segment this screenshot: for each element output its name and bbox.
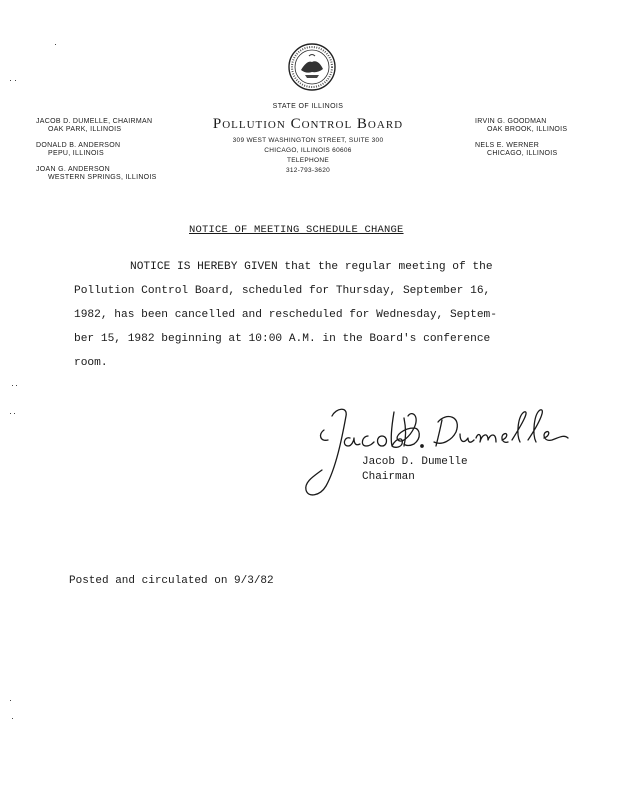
board-name: Pollution Control Board	[212, 116, 404, 132]
member-right-1	[475, 142, 557, 158]
telephone-label: TELEPHONE	[286, 157, 330, 164]
scan-speck	[10, 413, 11, 414]
scan-speck	[12, 385, 13, 386]
notice-line-3: 1982, has been cancelled and rescheduled for Wednesday, Septem-	[74, 309, 497, 321]
scan-speck	[12, 718, 13, 719]
member-left-0	[36, 118, 152, 134]
state-seal-icon	[287, 42, 337, 92]
scan-speck	[15, 80, 16, 81]
telephone-number: 312-793-3620	[285, 167, 331, 174]
address-street: 309 WEST WASHINGTON STREET, SUITE 300	[232, 137, 384, 144]
address-block	[210, 136, 406, 176]
scan-speck	[14, 413, 15, 414]
member-name: NELS E. WERNER	[475, 142, 540, 149]
notice-title: NOTICE OF MEETING SCHEDULE CHANGE	[189, 224, 404, 236]
notice-line-2: Pollution Control Board, scheduled for Thursday, September 16,	[74, 285, 491, 297]
scan-speck	[10, 80, 11, 81]
notice-line-5: room.	[74, 357, 108, 369]
member-town: WESTERN SPRINGS, ILLINOIS	[48, 174, 157, 181]
member-town: CHICAGO, ILLINOIS	[487, 150, 558, 157]
member-name: JOAN G. ANDERSON	[36, 166, 111, 173]
member-name: JACOB D. DUMELLE, CHAIRMAN	[36, 118, 153, 125]
member-town: PEPU, ILLINOIS	[48, 150, 104, 157]
scan-speck	[55, 44, 56, 45]
scan-speck	[10, 700, 11, 701]
member-left-1	[36, 142, 120, 158]
posted-line: Posted and circulated on 9/3/82	[69, 575, 274, 587]
member-name: DONALD B. ANDERSON	[36, 142, 121, 149]
member-right-0	[475, 118, 567, 134]
address-city: CHICAGO, ILLINOIS 60606	[264, 147, 352, 154]
member-town: OAK PARK, ILLINOIS	[48, 126, 122, 133]
signatory-title: Chairman	[362, 471, 415, 483]
scan-speck	[16, 385, 17, 386]
handwritten-signature	[296, 398, 586, 502]
state-line: STATE OF ILLINOIS	[272, 103, 344, 110]
member-name: IRVIN G. GOODMAN	[475, 118, 547, 125]
member-town: OAK BROOK, ILLINOIS	[487, 126, 568, 133]
member-left-2	[36, 166, 157, 182]
signatory-name: Jacob D. Dumelle	[362, 456, 468, 468]
notice-line-1: NOTICE IS HEREBY GIVEN that the regular meeting of the	[130, 261, 493, 273]
notice-line-4: ber 15, 1982 beginning at 10:00 A.M. in the Board's conference	[74, 333, 491, 345]
